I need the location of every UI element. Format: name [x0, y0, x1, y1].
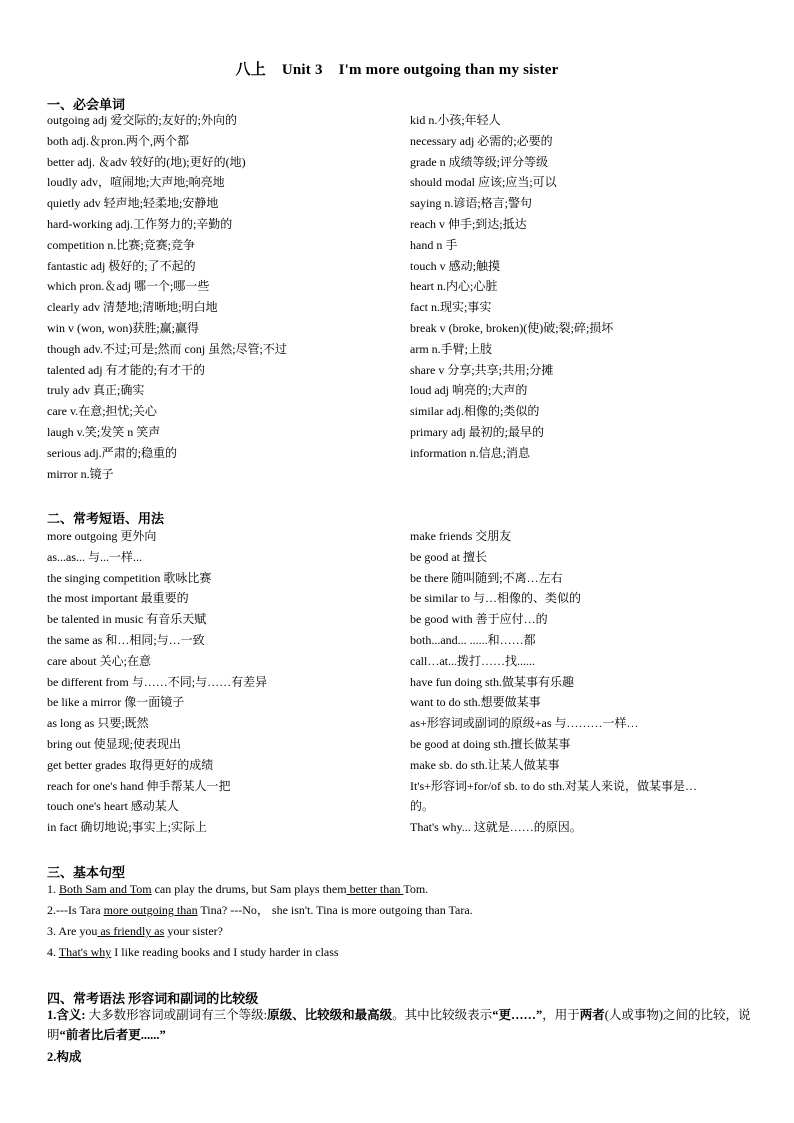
list-item: make sb. do sth.让某人做某事 [410, 757, 560, 772]
list-item: be similar to 与…相像的、类似的 [410, 591, 581, 606]
grammar-paragraph-1: 1.含义: 大多数形容词或副词有三个等级:原级、比较级和最高级。其中比较级表示“更……”，用于两者(人或事物)之间的比较，说明“前者比后者更......” [47, 1008, 751, 1042]
list-item: be good at doing sth.擅长做某事 [410, 736, 571, 751]
list-item: similar adj.相像的;类似的 [410, 404, 540, 419]
list-item: reach for one's hand 伸手帮某人一把 [47, 778, 231, 793]
list-item: be talented in music 有音乐天赋 [47, 612, 207, 627]
list-item: hard-working adj.工作努力的;辛勤的 [47, 216, 233, 231]
title-unit: Unit 3 [281, 62, 323, 78]
phrases-right-column [410, 526, 697, 838]
list-item: the most important 最重要的 [47, 591, 189, 606]
list-item: make friends 交朋友 [410, 529, 512, 543]
list-item: care about 关心;在意 [47, 653, 151, 668]
list-item: be like a mirror 像一面镜子 [47, 695, 185, 710]
list-item: in fact 确切地说;事实上;实际上 [47, 820, 207, 835]
phrases-left-column [47, 526, 267, 838]
list-item: though adv.不过;可是;然而 conj 虽然;尽管;不过 [47, 341, 287, 356]
list-item: as...as... 与...一样... [47, 549, 142, 564]
list-item: be good with 善于应付…的 [410, 612, 548, 627]
list-item: which pron.＆adj 哪一个;哪一些 [47, 279, 210, 294]
list-item: truly adv 真正;确实 [47, 383, 145, 398]
list-item: be different from 与……不同;与……有差异 [47, 674, 268, 689]
list-item: both adj.＆pron.两个,两个都 [47, 133, 189, 148]
list-item: It's+形容词+for/of sb. to do sth.对某人来说，做某事是… [410, 778, 698, 793]
list-item: loud adj 响亮的;大声的 [410, 383, 528, 398]
list-item: as long as 只要;既然 [47, 716, 149, 731]
list-item: the singing competition 歌咏比赛 [47, 570, 212, 585]
sentence-3: 3. Are you as friendly as your sister? [47, 924, 223, 938]
list-item: break v (broke, broken)(使)破;裂;碎;损坏 [410, 320, 614, 335]
list-item: get better grades 取得更好的成绩 [47, 757, 214, 772]
sentence-1: 1. Both Sam and Tom can play the drums, but Sam plays them better than Tom. [47, 882, 429, 896]
title-grade: 八上 [235, 62, 266, 78]
vocab-left-column [47, 110, 287, 484]
list-item: necessary adj 必需的;必要的 [410, 133, 553, 148]
section4-heading: 四、常考语法 形容词和副词的比较级 [47, 991, 259, 1006]
list-item: both...and... ......和……都 [410, 632, 536, 647]
list-item: more outgoing 更外向 [47, 529, 157, 543]
list-item: clearly adv 清楚地;清晰地;明白地 [47, 300, 218, 315]
list-item: saying n.谚语;格言;警句 [410, 196, 532, 211]
sentence-4: 4. That's why I like reading books and I study harder in class [47, 945, 339, 959]
list-item: care v.在意;担忧;关心 [47, 404, 157, 419]
list-item: share v 分享;共享;共用;分摊 [410, 362, 554, 377]
section3-heading: 三、基本句型 [47, 865, 126, 880]
list-item: be good at 擅长 [410, 549, 487, 564]
list-item: bring out 使显现;使表现出 [47, 736, 181, 751]
list-item: reach v 伸手;到达;抵达 [410, 216, 527, 231]
title-topic: I'm more outgoing than my sister [338, 62, 559, 78]
list-item: That's why... 这就是……的原因。 [410, 820, 582, 835]
list-item: kid n.小孩;年轻人 [410, 113, 501, 127]
list-item: quietly adv 轻声地;轻柔地;安静地 [47, 196, 219, 211]
list-item: be there 随叫随到;不离…左右 [410, 570, 563, 585]
list-item: laugh v.笑;发笑 n 笑声 [47, 424, 161, 439]
list-item: 的。 [410, 799, 435, 814]
list-item: hand n 手 [410, 237, 458, 252]
list-item: talented adj 有才能的;有才干的 [47, 362, 205, 377]
list-item: serious adj.严肃的;稳重的 [47, 445, 177, 460]
list-item: competition n.比赛;竞赛;竞争 [47, 237, 195, 252]
section2-heading: 二、常考短语、用法 [47, 511, 165, 526]
list-item: outgoing adj 爱交际的;友好的;外向的 [47, 113, 237, 127]
list-item: the same as 和…相同;与…一致 [47, 632, 205, 647]
list-item: mirror n.镜子 [47, 466, 114, 481]
sentence-patterns [47, 879, 473, 963]
list-item: win v (won, won)获胜;赢;赢得 [47, 320, 199, 335]
list-item: primary adj 最初的;最早的 [410, 424, 544, 439]
list-item: touch one's heart 感动某人 [47, 799, 179, 814]
list-item: have fun doing sth.做某事有乐趣 [410, 674, 574, 689]
list-item: fantastic adj 极好的;了不起的 [47, 258, 196, 273]
list-item: fact n.现实;事实 [410, 300, 492, 315]
list-item: as+形容词或副词的原级+as 与………一样… [410, 716, 639, 731]
sentence-2: 2.---Is Tara more outgoing than Tina? ---No， she isn't. Tina is more outgoing than Tara. [47, 903, 473, 917]
list-item: information n.信息;消息 [410, 445, 530, 460]
vocab-right-column [410, 110, 613, 464]
list-item: call…at...拨打……找...... [410, 653, 535, 668]
list-item: heart n.内心;心脏 [410, 279, 498, 294]
list-item: grade n 成绩等级;评分等级 [410, 154, 548, 169]
list-item: loudly adv，喧闹地;大声地;响亮地 [47, 175, 225, 190]
page-title [0, 58, 794, 79]
grammar-paragraph-2: 2.构成 [47, 1050, 82, 1064]
section1-heading: 一、必会单词 [47, 97, 126, 112]
list-item: want to do sth.想要做某事 [410, 695, 541, 710]
list-item: arm n.手臂;上肢 [410, 341, 492, 356]
list-item: should modal 应该;应当;可以 [410, 175, 557, 190]
list-item: touch v 感动;触摸 [410, 258, 500, 273]
list-item: better adj. ＆adv 较好的(地);更好的(地) [47, 154, 246, 169]
